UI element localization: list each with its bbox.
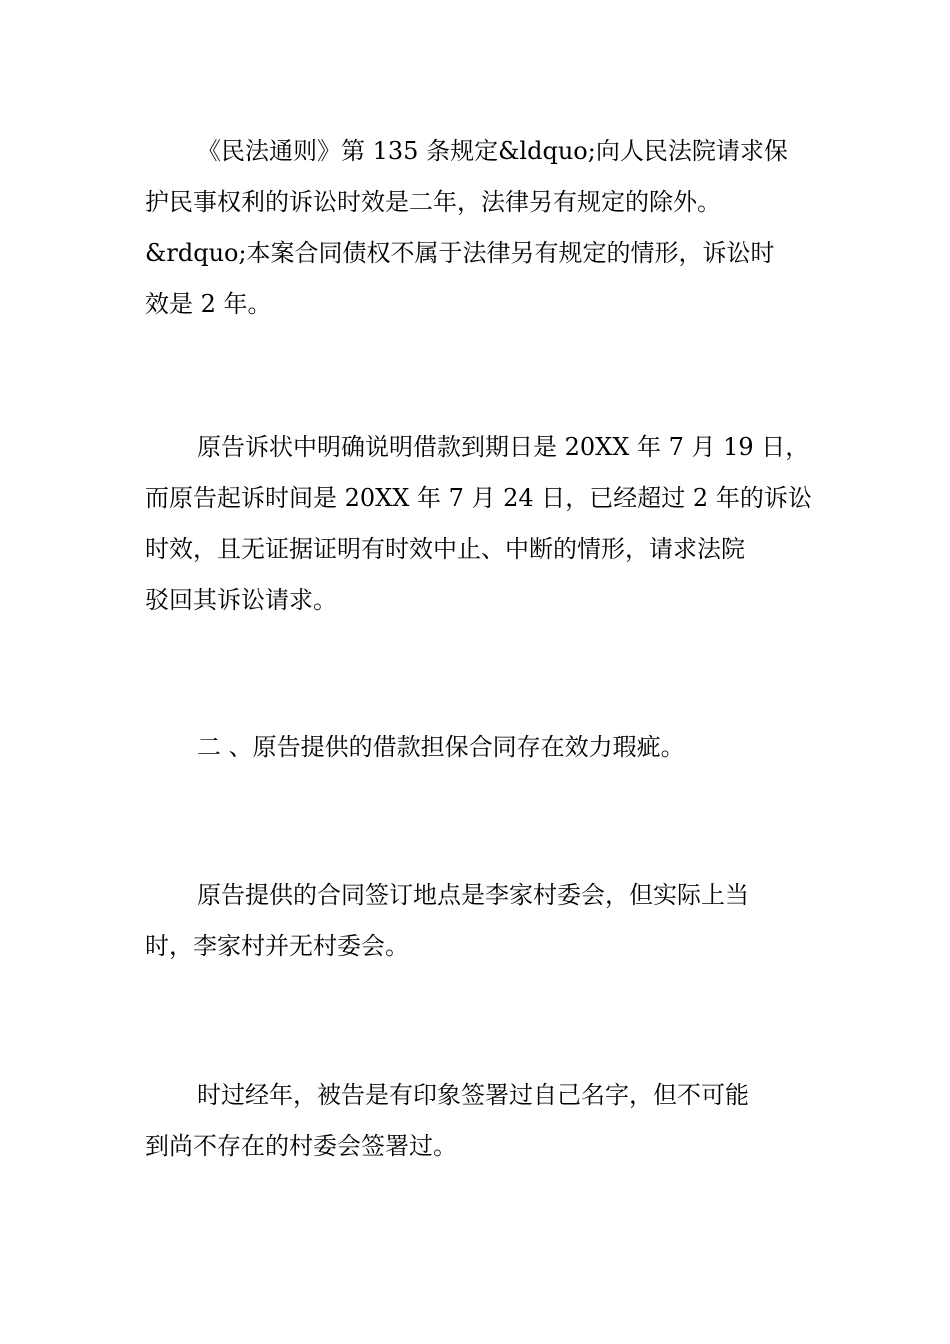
paragraph-defendant-signature <box>145 1070 810 1172</box>
paragraph-line: 原告提供的合同签订地点是李家村委会，但实际上当 <box>197 881 749 909</box>
paragraph-line: 效是 2 年。 <box>145 290 272 318</box>
paragraph-line: 时，李家村并无村委会。 <box>145 932 409 960</box>
paragraph-line: 驳回其诉讼请求。 <box>145 586 337 614</box>
paragraph-line: &rdquo;本案合同债权不属于法律另有规定的情形，诉讼时 <box>145 239 775 267</box>
paragraph-loan-due-date <box>145 422 810 626</box>
paragraph-statute-of-limitations <box>145 126 810 330</box>
paragraph-line: 时过经年，被告是有印象签署过自己名字，但不可能 <box>197 1081 749 1109</box>
paragraph-line: 护民事权利的诉讼时效是二年，法律另有规定的除外。 <box>145 188 721 216</box>
section-heading-contract-defect <box>145 722 810 773</box>
paragraph-line: 原告诉状中明确说明借款到期日是 20XX 年 7 月 19 日， <box>197 433 810 461</box>
section-heading-line: 二 、原告提供的借款担保合同存在效力瑕疵。 <box>197 733 685 761</box>
paragraph-line: 《民法通则》第 135 条规定&ldquo;向人民法院请求保 <box>197 137 788 165</box>
paragraph-line: 而原告起诉时间是 20XX 年 7 月 24 日，已经超过 2 年的诉讼 <box>145 484 812 512</box>
paragraph-line: 到尚不存在的村委会签署过。 <box>145 1132 457 1160</box>
paragraph-signing-location <box>145 870 810 972</box>
paragraph-line: 时效，且无证据证明有时效中止、中断的情形，请求法院 <box>145 535 745 563</box>
